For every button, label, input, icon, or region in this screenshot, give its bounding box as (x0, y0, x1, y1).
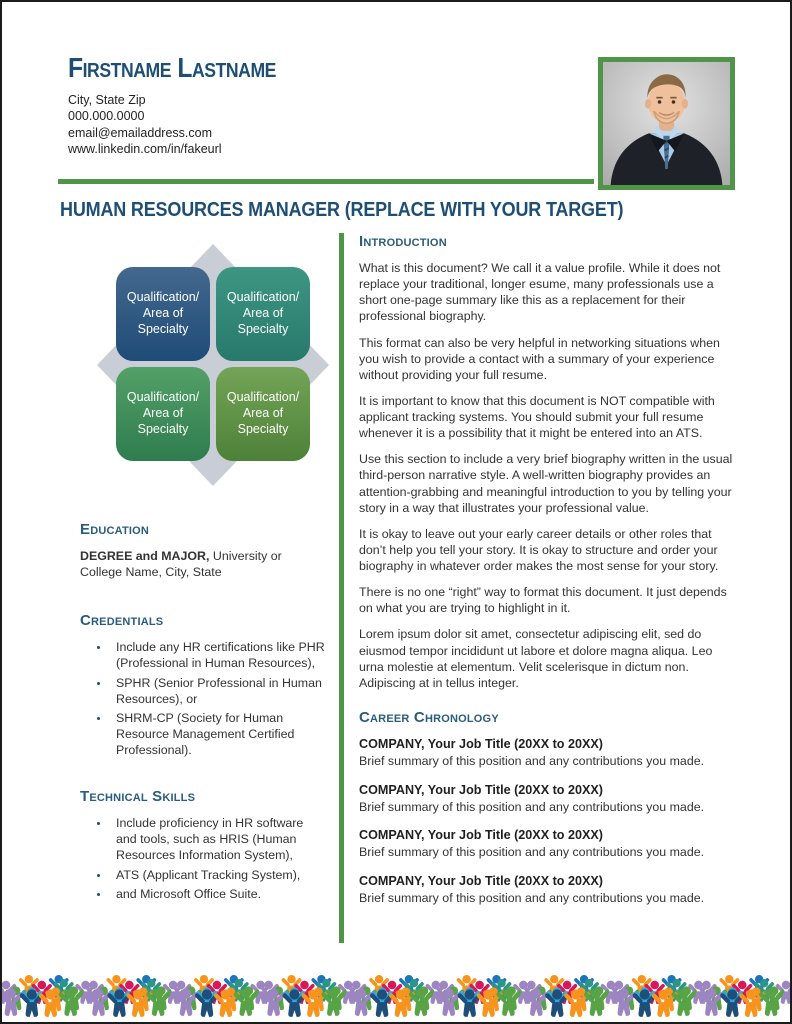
education-section (80, 521, 339, 580)
intro-paragraph: This format can also be very helpful in networking situations when you wish to provide a contact with a summary of your experience without providing your full resume. (359, 335, 720, 382)
page-title: Firstname Lastname (68, 52, 276, 83)
degree-label: DEGREE and MAJOR, (80, 549, 210, 563)
technical-skills-heading: Technical Skills (80, 788, 196, 806)
credentials-list (80, 639, 327, 758)
career-entry-summary: Brief summary of this position and any contributions you made. (359, 799, 705, 814)
profile-photo (598, 57, 735, 190)
header-divider (58, 179, 594, 184)
box-label: Qualification/ Area of Specialty (226, 290, 300, 336)
education-heading: Education (80, 521, 150, 538)
contact-city: City, State Zip (68, 93, 146, 107)
intro-paragraph: It is okay to leave out your early career details or other roles that don’t help you tell your story. It is okay to structure and order your biography in whatever order makes the most sense for your story. (359, 526, 719, 573)
career-chronology-section (359, 709, 735, 907)
technical-skills-section (80, 788, 339, 902)
headshot-illustration (603, 62, 730, 185)
education-detail (80, 548, 327, 580)
list-item: • SPHR (Senior Professional in Human Resources), or (110, 675, 327, 707)
career-entry-title: COMPANY, Your Job Title (20XX to 20XX) (359, 782, 603, 797)
career-entry (359, 782, 735, 816)
contact-phone: 000.000.0000 (68, 109, 145, 124)
intro-paragraph: There is no one “right” way to format this document. It just depends on what you are trying to highlight in it. (359, 585, 727, 616)
career-chronology-heading: Career Chronology (359, 708, 499, 726)
career-entry-summary: Brief summary of this position and any contributions you made. (359, 845, 705, 860)
list-item: • ATS (Applicant Tracking System), (110, 867, 327, 883)
introduction-heading: Introduction (359, 233, 447, 250)
header (2, 2, 790, 157)
content-columns (2, 233, 790, 943)
intro-paragraph: Lorem ipsum dolor sit amet, consectetur adipiscing elit, sed do eiusmod tempor incididunt ut labore et dolore magna aliqua. Leo urna molestie at elementum. Velit scelerisque in dictum non. Adipiscing at in tellus integer. (359, 627, 713, 690)
technical-skills-list (80, 815, 327, 902)
career-entry-title: COMPANY, Your Job Title (20XX to 20XX) (359, 874, 603, 889)
diamond-smartart-icon (92, 239, 336, 491)
box-label: Qualification/ Area of Specialty (126, 390, 200, 436)
credentials-heading: Credentials (80, 612, 164, 630)
introduction-section (359, 233, 735, 691)
list-item: • Include any HR certifications like PHR (Professional in Human Resources), (110, 639, 327, 671)
box-label: Qualification/ Area of Specialty (126, 290, 200, 336)
degree-detail: University or College Name, City, State (80, 549, 282, 580)
box-label: Qualification/ Area of Specialty (226, 390, 300, 436)
list-item: • and Microsoft Office Suite. (110, 886, 327, 902)
career-entry-title: COMPANY, Your Job Title (20XX to 20XX) (359, 736, 603, 751)
career-entry (359, 736, 735, 770)
list-item: • SHRM-CP (Society for Human Resource Management Certified Professional). (110, 710, 327, 758)
target-job-title: HUMAN RESOURCES MANAGER (REPLACE WITH YOUR TARGET) (60, 199, 624, 221)
people-border-icon (2, 960, 790, 1020)
right-column (344, 233, 790, 943)
intro-paragraph: Use this section to include a very brief biography written in the usual third-person narrative style. A well-written biography provides an attention-grabbing and meaningful introduction to you by telling your story in a way that illustrates your professional value. (359, 452, 733, 515)
career-entry-title: COMPANY, Your Job Title (20XX to 20XX) (359, 828, 603, 843)
intro-paragraph: What is this document? We call it a value profile. While it does not replace your traditional, longer esume, many professionals use a short one-page summary like this as a replacement for their professional biography. (359, 261, 721, 324)
credentials-section (80, 612, 339, 758)
contact-linkedin: www.linkedin.com/in/fakeurl (68, 141, 222, 156)
career-entry-summary: Brief summary of this position and any contributions you made. (359, 753, 705, 768)
left-column (2, 233, 339, 943)
career-entry (359, 873, 735, 907)
list-item: • Include proficiency in HR software and tools, such as HRIS (Human Resources Information System), (110, 815, 327, 863)
intro-paragraph: It is important to know that this document is NOT compatible with applicant tracking systems. You should submit your full resume whenever it is a possibility that it might be entered into an ATS. (359, 393, 715, 441)
people-border (2, 960, 790, 1020)
career-entry (359, 827, 735, 861)
career-entry-summary: Brief summary of this position and any contributions you made. (359, 891, 705, 906)
contact-email: email@emailaddress.com (68, 125, 212, 140)
qualifications-diagram (92, 239, 336, 491)
